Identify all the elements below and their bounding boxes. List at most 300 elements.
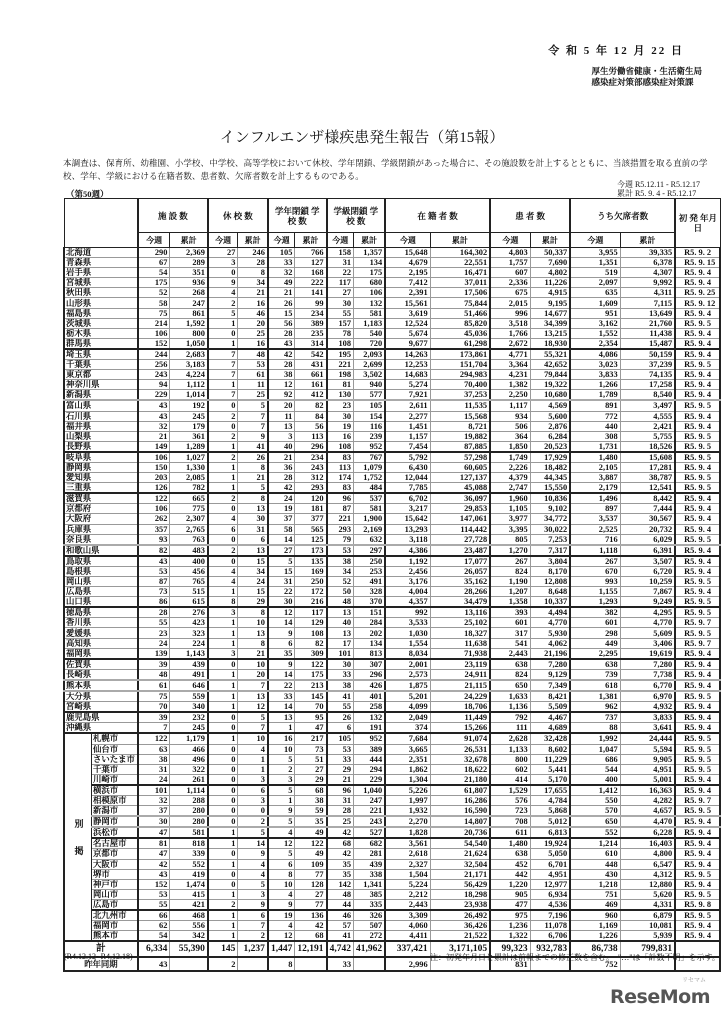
- value-cell: 81: [138, 838, 170, 849]
- value-cell: 296: [354, 669, 386, 680]
- city-row: [64, 795, 720, 805]
- value-cell: 70: [295, 702, 327, 713]
- city-name: 新潟市: [92, 806, 138, 817]
- value-cell: 4,282: [620, 795, 675, 805]
- value-cell: 1,992: [570, 733, 620, 744]
- value-cell: 43: [138, 400, 170, 411]
- value-cell: 3: [268, 774, 295, 785]
- value-cell: 11,449: [430, 712, 490, 723]
- value-cell: 1: [208, 618, 238, 628]
- value-cell: 1,330: [170, 462, 208, 472]
- first-onset-date: R5. 9. 5: [675, 577, 720, 587]
- city-row: [64, 838, 720, 849]
- value-cell: 13,293: [385, 524, 430, 534]
- value-cell: 1: [208, 702, 238, 713]
- value-cell: 29: [327, 764, 354, 774]
- value-cell: 213: [295, 680, 327, 691]
- prefecture-name: 鳥取県: [64, 556, 138, 567]
- value-cell: 2: [208, 957, 238, 971]
- value-cell: 81: [327, 380, 354, 390]
- value-cell: 1,932: [385, 806, 430, 817]
- value-cell: 128: [295, 879, 327, 889]
- value-cell: 1: [208, 338, 238, 349]
- value-cell: 56: [295, 421, 327, 431]
- value-cell: 611: [490, 827, 530, 838]
- value-cell: 34: [327, 566, 354, 576]
- value-cell: 28: [268, 360, 295, 370]
- value-cell: 4,224: [170, 370, 208, 380]
- value-cell: 14,807: [430, 816, 490, 827]
- value-cell: 4,494: [530, 607, 570, 618]
- value-cell: 1: [208, 910, 238, 921]
- value-cell: 14: [268, 669, 295, 680]
- value-cell: 174: [327, 473, 354, 483]
- report-title: インフルエンザ様疾患発生報告（第15報）: [219, 130, 505, 146]
- value-cell: 8: [238, 638, 268, 648]
- value-cell: 661: [295, 370, 327, 380]
- value-cell: 58: [138, 298, 170, 308]
- prefecture-name: 静岡県: [64, 462, 138, 472]
- city-name: 千葉市: [92, 764, 138, 774]
- value-cell: 39: [138, 659, 170, 670]
- value-cell: 93: [138, 534, 170, 545]
- value-cell: 3,804: [530, 556, 570, 567]
- value-cell: 992: [385, 607, 430, 618]
- value-cell: 36: [268, 462, 295, 472]
- value-cell: 10,081: [620, 921, 675, 931]
- value-cell: 25: [327, 816, 354, 827]
- first-onset-date: R5. 9. 5: [675, 318, 720, 328]
- value-cell: 116: [354, 421, 386, 431]
- value-cell: 250: [295, 577, 327, 587]
- value-cell: 3: [208, 607, 238, 618]
- value-cell: 8: [238, 268, 268, 278]
- value-cell: 24,911: [430, 669, 490, 680]
- value-cell: 32: [138, 795, 170, 805]
- value-cell: 1,504: [385, 869, 430, 879]
- value-cell: 82: [295, 400, 327, 411]
- city-row: [64, 785, 720, 796]
- prefecture-row: [64, 421, 720, 431]
- value-cell: 8,421: [530, 691, 570, 702]
- header-row-groups: [64, 199, 720, 233]
- value-cell: 31: [327, 795, 354, 805]
- value-cell: 19: [268, 910, 295, 921]
- value-cell: 3,518: [490, 318, 530, 328]
- value-cell: 442: [490, 869, 530, 879]
- value-cell: 638: [570, 659, 620, 670]
- value-cell: 1,047: [570, 744, 620, 754]
- value-cell: 14: [268, 534, 295, 545]
- value-cell: 2,327: [385, 859, 430, 869]
- org-line-2: 感染症対策部感染症対策課: [591, 77, 694, 87]
- value-cell: 1,270: [490, 545, 530, 556]
- value-cell: 99,323: [490, 941, 530, 957]
- value-cell: 50,159: [620, 349, 675, 360]
- value-cell: 109: [295, 859, 327, 869]
- value-cell: 2,307: [170, 514, 208, 524]
- value-cell: 8: [238, 493, 268, 504]
- value-cell: 14,677: [530, 308, 570, 318]
- value-cell: 1,105: [490, 504, 530, 514]
- value-cell: 4: [268, 921, 295, 931]
- value-cell: 7: [238, 921, 268, 931]
- value-cell: 50,337: [530, 248, 570, 258]
- value-cell: 4,470: [620, 816, 675, 827]
- value-cell: 114,442: [430, 524, 490, 534]
- value-cell: 1: [208, 318, 238, 328]
- prefecture-name: 高知県: [64, 638, 138, 648]
- value-cell: 267: [490, 556, 530, 567]
- value-cell: 5: [238, 879, 268, 889]
- value-cell: 7,684: [385, 733, 430, 744]
- first-onset-date: R5. 9. 5: [675, 744, 720, 754]
- value-cell: 232: [170, 712, 208, 723]
- value-cell: 3,561: [385, 838, 430, 849]
- value-cell: 21: [327, 774, 354, 785]
- value-cell: 14,683: [385, 370, 430, 380]
- first-onset-date: R5. 9. 5: [675, 889, 720, 899]
- value-cell: 680: [354, 278, 386, 288]
- value-cell: 157: [327, 318, 354, 328]
- value-cell: 3,533: [385, 618, 430, 628]
- value-cell: 8: [268, 869, 295, 879]
- value-cell: 1,179: [170, 733, 208, 744]
- value-cell: 0: [208, 795, 238, 805]
- value-cell: 122: [138, 733, 170, 744]
- value-cell: 1,236: [490, 921, 530, 931]
- first-onset-date: R5. 9. 4: [675, 411, 720, 421]
- influenza-report-table: [63, 198, 721, 972]
- value-cell: 99: [295, 298, 327, 308]
- value-cell: 87,885: [430, 441, 490, 452]
- value-cell: 35: [327, 869, 354, 879]
- value-cell: 3,833: [620, 712, 675, 723]
- value-cell: 351: [170, 268, 208, 278]
- prefecture-row: [64, 411, 720, 421]
- prefecture-name: 北海道: [64, 248, 138, 258]
- value-cell: 44,345: [530, 473, 570, 483]
- value-cell: 1,900: [354, 514, 386, 524]
- value-cell: 9,129: [530, 669, 570, 680]
- value-cell: 17,929: [530, 452, 570, 463]
- value-cell: 2,456: [385, 566, 430, 576]
- value-cell: 393: [490, 607, 530, 618]
- first-onset-date: R5. 9. 4: [675, 504, 720, 514]
- value-cell: 61,807: [430, 785, 490, 796]
- value-cell: 198: [327, 370, 354, 380]
- value-cell: 3,977: [490, 514, 530, 524]
- value-cell: 61,298: [430, 338, 490, 349]
- value-cell: 2,049: [385, 712, 430, 723]
- value-cell: 1,192: [385, 556, 430, 567]
- value-cell: 28: [238, 258, 268, 268]
- first-onset-date: R5. 9. 4: [675, 879, 720, 889]
- value-cell: 962: [570, 702, 620, 713]
- value-cell: 20,736: [430, 827, 490, 838]
- value-cell: 10,836: [530, 493, 570, 504]
- value-cell: [354, 957, 386, 971]
- value-cell: 4: [268, 889, 295, 899]
- value-cell: 34,399: [530, 318, 570, 328]
- value-cell: 13: [327, 607, 354, 618]
- value-cell: 294: [354, 764, 386, 774]
- value-cell: 22: [268, 587, 295, 597]
- value-cell: 1,757: [490, 258, 530, 268]
- prefecture-row: [64, 338, 720, 349]
- value-cell: 221: [354, 806, 386, 817]
- city-row: [64, 889, 720, 899]
- value-cell: 20,523: [530, 441, 570, 452]
- first-onset-date: R5. 9. 15: [675, 258, 720, 268]
- value-cell: 85,820: [430, 318, 490, 328]
- value-cell: 2,093: [354, 349, 386, 360]
- value-cell: 423: [170, 618, 208, 628]
- period-this-week: 今週 R5.12.11 - R5.12.17: [616, 180, 700, 189]
- value-cell: 77: [295, 869, 327, 879]
- value-cell: 8,648: [530, 587, 570, 597]
- value-cell: 5,594: [620, 744, 675, 754]
- value-cell: 7,196: [530, 910, 570, 921]
- first-onset-date: R5. 9. 4: [675, 328, 720, 338]
- first-onset-date: R5. 9. 5: [675, 869, 720, 879]
- value-cell: 122: [295, 838, 327, 849]
- value-cell: 1: [208, 691, 238, 702]
- first-onset-date: R5. 9. 4: [675, 421, 720, 431]
- value-cell: 430: [570, 869, 620, 879]
- value-cell: 1,214: [570, 838, 620, 849]
- prefecture-row: [64, 278, 720, 288]
- value-cell: 328: [354, 587, 386, 597]
- first-onset-date: R5. 9. 4: [675, 859, 720, 869]
- city-name: 静岡市: [92, 816, 138, 827]
- value-cell: 108: [295, 628, 327, 638]
- value-cell: 8: [268, 957, 295, 971]
- value-cell: 559: [170, 691, 208, 702]
- value-cell: 4,231: [490, 370, 530, 380]
- value-cell: 4,311: [620, 288, 675, 298]
- value-cell: 5,930: [530, 628, 570, 638]
- value-cell: [295, 957, 327, 971]
- first-onset-date: R5. 9. 4: [675, 816, 720, 827]
- value-cell: 120: [295, 493, 327, 504]
- value-cell: 491: [170, 669, 208, 680]
- first-onset-date: R5. 9. 4: [675, 493, 720, 504]
- city-row: [64, 806, 720, 817]
- value-cell: 951: [570, 308, 620, 318]
- prefecture-name: 京都府: [64, 504, 138, 514]
- value-cell: 3,023: [570, 360, 620, 370]
- first-onset-date: R5. 9. 7: [675, 795, 720, 805]
- value-cell: 172: [295, 587, 327, 597]
- column-this-week-header: 今週: [138, 233, 170, 248]
- value-cell: 5,600: [530, 411, 570, 421]
- value-cell: 30,567: [620, 514, 675, 524]
- value-cell: 2,105: [570, 462, 620, 472]
- value-cell: 357: [138, 524, 170, 534]
- first-onset-date: R5. 9. 4: [675, 545, 720, 556]
- value-cell: 5: [268, 754, 295, 764]
- city-row: [64, 816, 720, 827]
- value-cell: 5,170: [530, 774, 570, 785]
- value-cell: 1,143: [170, 648, 208, 659]
- value-cell: 12,808: [530, 577, 570, 587]
- value-cell: 122: [295, 659, 327, 670]
- value-cell: 3,537: [570, 514, 620, 524]
- value-cell: 175: [138, 278, 170, 288]
- value-cell: 565: [295, 524, 327, 534]
- first-onset-date: R5. 9. 4: [675, 838, 720, 849]
- value-cell: 82: [295, 638, 327, 648]
- column-cumulative-header: 累計: [430, 233, 490, 248]
- value-cell: 469: [570, 899, 620, 910]
- value-cell: 9,102: [530, 504, 570, 514]
- value-cell: 752: [570, 957, 620, 971]
- value-cell: 47: [138, 827, 170, 838]
- value-cell: 106: [354, 288, 386, 298]
- value-cell: 152: [138, 338, 170, 349]
- value-cell: 708: [490, 816, 530, 827]
- city-row: [64, 859, 720, 869]
- value-cell: 1,341: [354, 879, 386, 889]
- city-row: [64, 733, 720, 744]
- value-cell: 13: [238, 504, 268, 514]
- value-cell: 5: [268, 785, 295, 796]
- value-cell: 0: [208, 534, 238, 545]
- value-cell: 1: [208, 669, 238, 680]
- value-cell: 37,253: [430, 390, 490, 401]
- column-this-week-header: 今週: [385, 233, 430, 248]
- value-cell: 38: [138, 754, 170, 764]
- value-cell: 5: [268, 556, 295, 567]
- value-cell: 52: [327, 577, 354, 587]
- value-cell: 288: [170, 795, 208, 805]
- value-cell: 11,226: [530, 278, 570, 288]
- value-cell: 537: [354, 493, 386, 504]
- value-cell: 16,403: [620, 838, 675, 849]
- prefecture-name: 愛知県: [64, 473, 138, 483]
- value-cell: 45,088: [430, 483, 490, 494]
- value-cell: 1,266: [570, 380, 620, 390]
- value-cell: 75: [138, 308, 170, 318]
- value-cell: 86,738: [570, 941, 620, 957]
- value-cell: 12,880: [620, 879, 675, 889]
- value-cell: 1,079: [354, 462, 386, 472]
- value-cell: 2,747: [490, 483, 530, 494]
- value-cell: 41: [327, 931, 354, 942]
- value-cell: 6,334: [138, 941, 170, 957]
- prefecture-row: [64, 659, 720, 670]
- value-cell: 312: [295, 473, 327, 483]
- prefecture-row: [64, 400, 720, 411]
- value-cell: 4,657: [620, 806, 675, 817]
- value-cell: 195: [327, 349, 354, 360]
- first-onset-date: R5. 9. 4: [675, 268, 720, 278]
- value-cell: 15,568: [430, 411, 490, 421]
- value-cell: 1,157: [385, 431, 430, 441]
- value-cell: 221: [327, 514, 354, 524]
- value-cell: 818: [170, 838, 208, 849]
- value-cell: 139: [138, 648, 170, 659]
- value-cell: 541: [490, 638, 530, 648]
- value-cell: 10,259: [620, 577, 675, 587]
- value-cell: 799,831: [620, 941, 675, 957]
- value-cell: 6,934: [530, 889, 570, 899]
- value-cell: 21,196: [530, 648, 570, 659]
- value-cell: 1,169: [570, 921, 620, 931]
- prefecture-name: 三重県: [64, 483, 138, 494]
- value-cell: 21,171: [430, 869, 490, 879]
- value-cell: 94: [138, 380, 170, 390]
- value-cell: 993: [570, 577, 620, 587]
- first-onset-date: R5. 9. 8: [675, 899, 720, 910]
- value-cell: 544: [570, 764, 620, 774]
- value-cell: 145: [295, 691, 327, 702]
- value-cell: 6,970: [620, 691, 675, 702]
- value-cell: 7: [208, 370, 238, 380]
- value-cell: 385: [354, 889, 386, 899]
- value-cell: 607: [490, 268, 530, 278]
- value-cell: 7,412: [385, 278, 430, 288]
- value-cell: 17,077: [430, 556, 490, 567]
- value-cell: 267: [570, 556, 620, 567]
- value-cell: 16: [327, 431, 354, 441]
- value-cell: 905: [490, 889, 530, 899]
- value-cell: 6,813: [530, 827, 570, 838]
- first-onset-date: R5. 9. 5: [675, 733, 720, 744]
- value-cell: 602: [490, 764, 530, 774]
- value-cell: 0: [208, 268, 238, 278]
- value-cell: 40: [268, 441, 295, 452]
- value-cell: 11: [268, 411, 295, 421]
- value-cell: 108: [327, 338, 354, 349]
- value-cell: 15,648: [385, 248, 430, 258]
- value-cell: 996: [490, 308, 530, 318]
- value-cell: 1,447: [268, 941, 295, 957]
- value-cell: 276: [170, 607, 208, 618]
- prefecture-row: [64, 524, 720, 534]
- value-cell: 4: [268, 827, 295, 838]
- first-onset-date: R5. 9. 4: [675, 380, 720, 390]
- value-cell: 10: [238, 733, 268, 744]
- value-cell: 317: [490, 628, 530, 638]
- value-cell: 54: [138, 268, 170, 278]
- prefecture-row: [64, 638, 720, 648]
- value-cell: 9,905: [620, 754, 675, 764]
- column-group-header: 休 校 数: [208, 199, 268, 233]
- value-cell: 87: [138, 577, 170, 587]
- value-cell: 1,554: [385, 638, 430, 648]
- value-cell: 449: [570, 638, 620, 648]
- value-cell: 7,785: [385, 483, 430, 494]
- value-cell: 214: [138, 318, 170, 328]
- value-cell: 66: [138, 910, 170, 921]
- value-cell: 79,844: [530, 370, 570, 380]
- value-cell: 1: [208, 380, 238, 390]
- value-cell: 0: [208, 754, 238, 764]
- value-cell: 16: [268, 733, 295, 744]
- value-cell: 2,765: [170, 524, 208, 534]
- value-cell: 897: [570, 504, 620, 514]
- city-row: [64, 754, 720, 764]
- value-cell: 113: [295, 431, 327, 441]
- prefecture-name: 神奈川県: [64, 380, 138, 390]
- value-cell: 6,701: [530, 859, 570, 869]
- value-cell: 389: [295, 318, 327, 328]
- value-cell: 1,412: [570, 785, 620, 796]
- prefecture-name: 福島県: [64, 308, 138, 318]
- value-cell: 1: [268, 723, 295, 734]
